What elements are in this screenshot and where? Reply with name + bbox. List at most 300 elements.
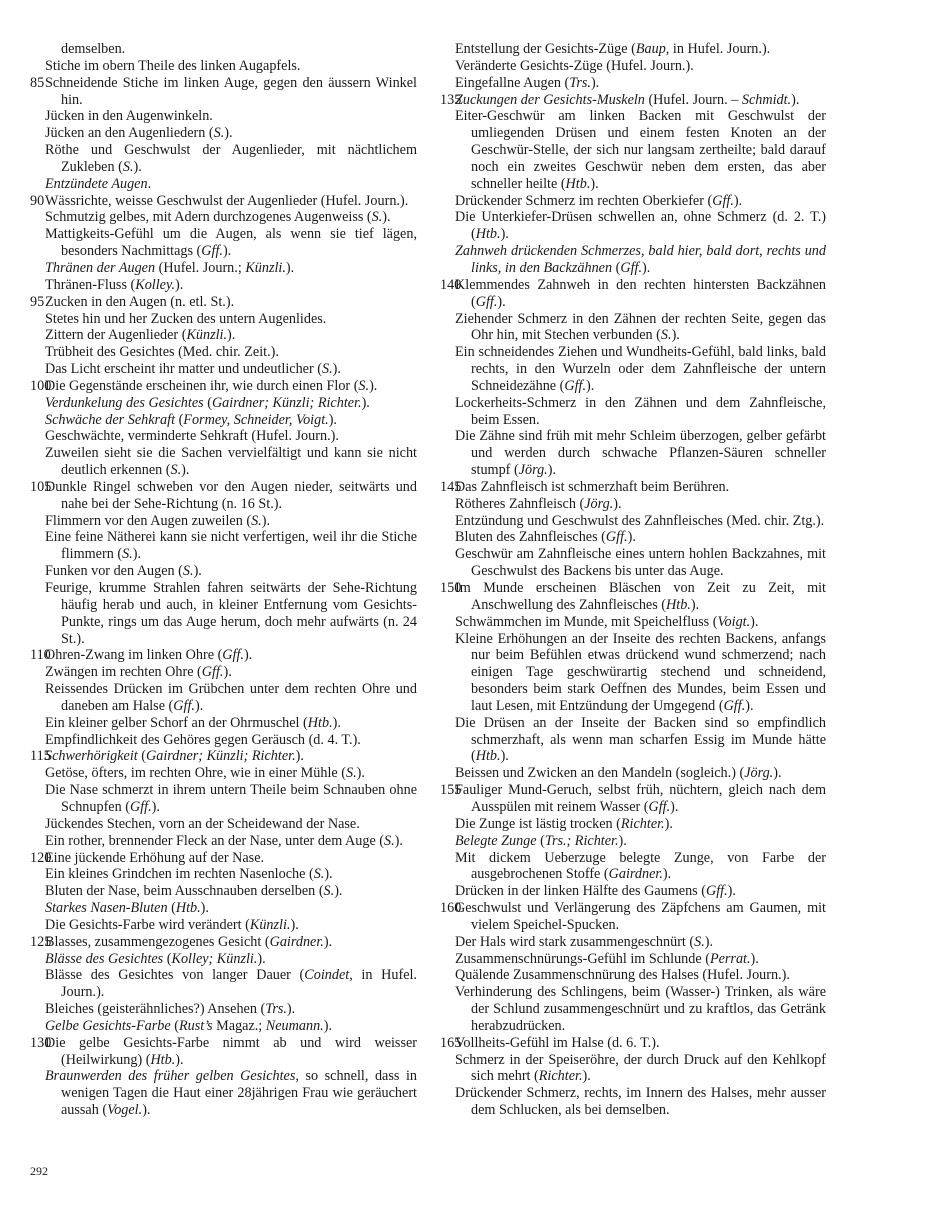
page-number: 292 xyxy=(30,1164,48,1178)
italic-text: Htb. xyxy=(175,900,201,917)
entry-text: Ein rother, brennender Fleck an der Nase, unter dem Auge ( xyxy=(45,832,385,849)
italic-text: Verdunkelung des Gesichtes xyxy=(45,394,204,411)
italic-text: S. xyxy=(660,327,672,344)
symptom-entry xyxy=(440,58,826,75)
entry-text: ( xyxy=(137,748,147,765)
italic-text: Gff. xyxy=(564,377,587,394)
entry-text: Der Hals wird stark zusammengeschnürt ( xyxy=(455,933,695,950)
italic-text: Neumann. xyxy=(265,1017,324,1034)
entry-text: ). xyxy=(727,883,736,900)
entry-text: Das Licht erscheint ihr matter und undeutlicher ( xyxy=(45,361,322,378)
italic-text: Kolley. xyxy=(135,276,176,293)
entry-text: ). xyxy=(200,900,209,917)
entry-text: Veränderte Gesichts-Züge (Hufel. Journ.). xyxy=(455,57,694,74)
entry-text: ). xyxy=(582,1068,591,1085)
italic-text: Gff. xyxy=(605,529,628,546)
symptom-entry xyxy=(440,193,826,210)
numbered-symptom-entry xyxy=(30,378,417,395)
symptom-entry xyxy=(30,344,417,361)
italic-text: Entzündete Augen xyxy=(45,175,148,192)
entry-text: ). xyxy=(132,546,141,563)
entry-text: Das Zahnfleisch ist schmerzhaft beim Berühren. xyxy=(455,478,730,495)
entry-text: demselben. xyxy=(61,41,126,57)
entry-text: Zusammenschnürungs-Gefühl im Schlunde ( xyxy=(455,950,710,967)
italic-text: Kolley; Künzli. xyxy=(171,950,258,967)
entry-number: 165 xyxy=(440,1034,462,1051)
symptom-entry xyxy=(30,445,417,479)
right-column xyxy=(440,41,826,1119)
italic-text: Jörg. xyxy=(518,462,548,479)
symptom-entry xyxy=(440,496,826,513)
symptom-entry xyxy=(440,209,826,243)
italic-text: S. xyxy=(371,209,383,226)
entry-text: ). xyxy=(627,529,636,546)
italic-text: Gff. xyxy=(723,697,746,714)
entry-text: Getöse, öfters, im rechten Ohre, wie in einer Mühle ( xyxy=(45,765,346,782)
entry-text: ). xyxy=(670,798,679,815)
italic-text: S. xyxy=(346,765,357,782)
entry-text: Geschwür am Zahnfleische eines untern hohlen Backzahnes, mit Geschwulst des Backens bis unter das Auge. xyxy=(455,546,826,580)
symptom-entry xyxy=(30,883,417,900)
entry-text: Die gelbe Gesichts-Farbe nimmt ab und wird weisser (Heilwirkung) ( xyxy=(45,1034,417,1068)
entry-text: Fauliger Mund-Geruch, selbst früh, nüchtern, gleich nach dem Ausspülen mit reinem Wasser ( xyxy=(455,782,826,815)
entry-text: (Hufel. Journ.; xyxy=(155,259,246,276)
symptom-entry xyxy=(30,311,417,328)
numbered-symptom-entry xyxy=(30,294,417,311)
symptom-entry xyxy=(30,361,417,378)
entry-number: 155 xyxy=(440,782,462,799)
italic-text: Blässe des Gesichtes xyxy=(45,950,164,967)
entry-text: Eingefallne Augen ( xyxy=(455,74,570,91)
entry-text: Stetes hin und her Zucken des untern Augenlides. xyxy=(45,310,327,327)
symptom-entry xyxy=(440,967,826,984)
italic-text: S. xyxy=(170,462,182,479)
italic-text: Schwäche der Sehkraft xyxy=(45,411,176,428)
symptom-entry xyxy=(30,900,417,917)
italic-text: Braunwerden des früher gelben Gesichtes xyxy=(45,1068,296,1085)
italic-text: S. xyxy=(122,158,134,175)
numbered-symptom-entry xyxy=(440,92,826,109)
entry-text: Schmerz in der Speiseröhre, der durch Druck auf den Kehlkopf sich mehrt ( xyxy=(455,1051,826,1085)
symptom-entry xyxy=(440,513,826,530)
entry-text: , so schnell, dass in wenigen Tagen die Haut einer 28jährigen Frau wie geräuchert aussah ( xyxy=(61,1068,417,1119)
symptom-entry xyxy=(440,108,826,192)
italic-text: Thränen der Augen xyxy=(45,259,156,276)
entry-text: Wässrichte, weisse Geschwulst der Augenlieder (Hufel. Journ.). xyxy=(45,192,409,209)
entry-text: ( xyxy=(203,394,212,411)
entry-text: Die Unterkiefer-Drüsen schwellen an, ohne Schmerz (d. 2. T.) ( xyxy=(455,209,826,243)
entry-text: ). xyxy=(194,697,204,714)
italic-text: Gff. xyxy=(173,697,195,714)
entry-text: Drückender Schmerz im rechten Oberkiefer ( xyxy=(455,192,713,209)
italic-text: Gff. xyxy=(475,293,498,310)
symptom-entry xyxy=(30,917,417,934)
entry-text: ). xyxy=(323,933,333,950)
symptom-entry xyxy=(440,344,826,395)
symptom-entry xyxy=(30,715,417,732)
italic-text: Htb. xyxy=(150,1051,176,1068)
symptom-entry xyxy=(440,883,826,900)
numbered-symptom-entry xyxy=(30,850,417,867)
numbered-symptom-entry xyxy=(440,1035,826,1052)
italic-text: S. xyxy=(694,933,705,950)
entry-text: ). xyxy=(750,613,759,630)
italic-text: Jörg. xyxy=(744,765,774,782)
symptom-entry xyxy=(30,866,417,883)
numbered-symptom-entry xyxy=(440,782,826,816)
numbered-symptom-entry xyxy=(30,1035,417,1069)
entry-text: ). xyxy=(193,563,202,580)
italic-text: Htb. xyxy=(475,226,501,243)
symptom-entry xyxy=(30,327,417,344)
entry-text: ). xyxy=(547,462,556,479)
entry-text: Flimmern vor den Augen zuweilen ( xyxy=(45,512,252,529)
numbered-symptom-entry xyxy=(30,75,417,109)
symptom-entry xyxy=(440,529,826,546)
entry-text: Trübheit des Gesichtes (Med. chir. Zeit.). xyxy=(45,344,279,361)
entry-text: Jücken an den Augenliedern ( xyxy=(45,125,214,142)
numbered-symptom-entry xyxy=(30,748,417,765)
symptom-entry xyxy=(30,209,417,226)
entry-text: Im Munde erscheinen Bläschen von Zeit zu Zeit, mit Anschwellung des Zahnfleisches ( xyxy=(455,580,826,613)
entry-number: 160 xyxy=(440,900,462,917)
numbered-symptom-entry xyxy=(30,193,417,210)
symptom-entry xyxy=(440,833,826,850)
entry-text: Rötheres Zahnfleisch ( xyxy=(455,495,585,512)
entry-text: Magaz.; xyxy=(212,1017,266,1034)
entry-text: Ziehender Schmerz in den Zähnen der rechten Seite, gegen das Ohr hin, mit Stechen verbunden ( xyxy=(455,310,826,344)
entry-text: Schwämmchen im Munde, mit Speichelfluss ( xyxy=(455,613,718,630)
italic-text: Trs. xyxy=(569,74,591,91)
symptom-entry xyxy=(440,934,826,951)
entry-text: ). xyxy=(590,175,599,192)
italic-text: Künzli. xyxy=(245,259,286,276)
italic-text: Richter. xyxy=(620,815,665,832)
entry-text: Röthe und Geschwulst der Augenlieder, mit nächtlichem Zukleben ( xyxy=(45,142,417,175)
entry-text: ). xyxy=(285,259,295,276)
symptom-entry xyxy=(440,243,826,277)
entry-text: ). xyxy=(295,748,304,765)
italic-text: Richter. xyxy=(538,1068,583,1085)
symptom-entry xyxy=(30,782,417,816)
symptom-entry xyxy=(440,816,826,833)
italic-text: Schmidt. xyxy=(741,91,792,108)
numbered-symptom-entry xyxy=(440,900,826,934)
entry-text: ). xyxy=(750,950,759,967)
entry-text: ). xyxy=(332,714,341,731)
italic-text: S. xyxy=(213,125,225,142)
entry-number: 105 xyxy=(30,478,52,495)
symptom-entry xyxy=(30,765,417,782)
entry-text: ). xyxy=(181,462,190,479)
entry-number: 100 xyxy=(30,377,52,394)
entry-text: Jückendes Stechen, vorn an der Scheidewand der Nase. xyxy=(45,815,360,832)
entry-text: ). xyxy=(500,226,509,243)
italic-text: Perrat. xyxy=(709,950,751,967)
entry-text: Stiche im obern Theile des linken Augapfels. xyxy=(45,57,301,74)
entry-text: ). xyxy=(733,192,743,209)
entry-number: 130 xyxy=(30,1034,52,1051)
symptom-entry xyxy=(30,1001,417,1018)
entry-text: Kleine Erhöhungen an der Inseite des rechten Backens, anfangs nur beim Befühlen etwas drückend wund schmerzend; nach einigen Tage geschwürartig stechend und schneidend, besonders beim stark Oeffnen des Mundes, beim Essen und laut Lesen, mit Entzündung der Umgegend ( xyxy=(455,630,826,714)
entry-text: Eiter-Geschwür am linken Backen mit Geschwulst der umliegenden Drüsen und einem festen Knoten an der Geschwür-Stelle, der sich nur langsam zertheilte; bald darauf noch ein zweites Geschwür neben dem ersten, das aber schneller heilte ( xyxy=(455,108,826,192)
italic-text: Zahnweh drückenden Schmerzes, bald hier, bald dort, rechts und links, in den Backzähnen xyxy=(455,243,826,276)
symptom-entry xyxy=(30,1018,417,1035)
italic-text: Htb. xyxy=(666,596,691,613)
italic-text: Gairdner; Künzli; Richter. xyxy=(211,394,362,411)
entry-text: ). xyxy=(323,1017,333,1034)
entry-text: Funken vor den Augen ( xyxy=(45,563,183,580)
entry-number: 140 xyxy=(440,276,462,293)
symptom-entry xyxy=(30,125,417,142)
symptom-entry xyxy=(30,176,417,193)
symptom-entry xyxy=(440,631,826,715)
entry-number: 150 xyxy=(440,580,462,596)
italic-text: S. xyxy=(321,361,333,378)
entry-text: ). xyxy=(332,361,341,378)
symptom-entry xyxy=(30,108,417,125)
italic-text: S. xyxy=(122,546,133,563)
entry-text: Die Gegenstände erscheinen ihr, wie durch einen Flor ( xyxy=(45,377,359,394)
entry-number: 125 xyxy=(30,933,52,950)
italic-text: Vogel. xyxy=(107,1102,143,1119)
entry-text: ). xyxy=(223,664,232,681)
symptom-entry xyxy=(440,75,826,92)
entry-text: ). xyxy=(257,950,266,967)
symptom-entry xyxy=(440,41,826,58)
entry-text: ). xyxy=(286,1001,296,1018)
italic-text: Starkes Nasen-Bluten xyxy=(45,900,168,917)
entry-text: Die Zähne sind früh mit mehr Schleim überzogen, gelber gefärbt und werden durch schwache Pflanzen-Säuren schneller stumpf ( xyxy=(455,428,826,479)
entry-number: 85 xyxy=(30,74,45,91)
entry-text: Entzündung und Geschwulst des Zahnfleisches (Med. chir. Ztg.). xyxy=(455,512,825,529)
entry-text: Klemmendes Zahnweh in den rechten hintersten Backzähnen ( xyxy=(455,276,826,310)
symptom-entry xyxy=(30,664,417,681)
entry-text: ). xyxy=(745,697,754,714)
symptom-entry xyxy=(440,951,826,968)
entry-text: Zwängen im rechten Ohre ( xyxy=(45,664,202,681)
entry-text: ). xyxy=(324,866,333,883)
italic-text: S. xyxy=(384,832,395,849)
entry-text: ). xyxy=(334,883,343,900)
entry-text: ). xyxy=(662,866,672,883)
entry-text: ( xyxy=(536,832,545,849)
numbered-symptom-entry xyxy=(440,479,826,496)
symptom-entry xyxy=(30,226,417,260)
symptom-entry xyxy=(440,850,826,884)
symptom-entry xyxy=(30,428,417,445)
symptom-entry xyxy=(30,967,417,1001)
italic-text: Gff. xyxy=(712,192,734,209)
entry-text: Bluten der Nase, beim Ausschnauben derselben ( xyxy=(45,883,324,900)
entry-text: Ein kleines Grindchen im rechten Nasenloche ( xyxy=(45,866,314,883)
entry-text: ). xyxy=(497,293,506,310)
entry-text: ). xyxy=(151,798,160,815)
entry-text: Reissendes Drücken im Grübchen unter dem rechten Ohre und daneben am Halse ( xyxy=(45,681,417,714)
entry-text: Eine feine Nätherei kann sie nicht verfertigen, weil ihr die Stiche flimmern ( xyxy=(45,529,417,563)
italic-text: Belegte Zunge xyxy=(455,832,537,849)
symptom-entry xyxy=(440,428,826,479)
entry-text: Geschwächte, verminderte Sehkraft (Hufel. Journ.). xyxy=(45,428,339,445)
italic-text: Gff. xyxy=(705,883,728,900)
entry-text: ). xyxy=(671,327,680,344)
entry-text: Die Gesichts-Farbe wird verändert ( xyxy=(45,916,250,933)
symptom-entry xyxy=(30,1068,417,1119)
italic-text: Formey, Schneider, Voigt. xyxy=(183,411,329,428)
entry-text: ). xyxy=(664,815,673,832)
entry-text: ). xyxy=(290,916,299,933)
italic-text: Voigt. xyxy=(717,613,751,630)
entry-text: Mattigkeits-Gefühl um die Augen, als wenn sie tief lägen, besonders Nachmittags ( xyxy=(45,226,417,260)
italic-text: Gelbe Gesichts-Farbe xyxy=(45,1017,171,1034)
entry-text: ). xyxy=(500,748,509,765)
italic-text: Zuckungen der Gesichts-Muskeln xyxy=(455,91,645,108)
symptom-entry xyxy=(440,546,826,580)
symptom-entry xyxy=(30,732,417,749)
italic-text: Baup, xyxy=(635,41,670,57)
entry-text: Blasses, zusammengezogenes Gesicht ( xyxy=(45,933,270,950)
entry-text: ). xyxy=(261,512,270,529)
entry-number: 110 xyxy=(30,647,51,664)
symptom-entry xyxy=(30,529,417,563)
entry-text: Die Drüsen an der Inseite der Backen sind so empfindlich schmerzhaft, als wenn man scharfen Essig im Munde hätte ( xyxy=(455,714,826,765)
symptom-entry xyxy=(440,395,826,429)
italic-text: Jörg. xyxy=(584,495,614,512)
entry-text: Jücken in den Augenwinkeln. xyxy=(45,108,213,125)
entry-text: Drücken in der linken Hälfte des Gaumens ( xyxy=(455,883,706,900)
italic-text: Schwerhörigkeit xyxy=(45,748,138,765)
symptom-entry xyxy=(30,833,417,850)
entry-text: Die Zunge ist lästig trocken ( xyxy=(455,815,621,832)
entry-text: Mit dickem Ueberzuge belegte Zunge, von Farbe der ausgebrochenen Stoffe ( xyxy=(455,849,826,883)
entry-text: ). xyxy=(369,377,378,394)
entry-text: ). xyxy=(175,1051,184,1068)
italic-text: S. xyxy=(251,512,262,529)
italic-text: Künzli. xyxy=(249,916,291,933)
entry-text: ( xyxy=(175,411,184,428)
entry-text: ). xyxy=(586,377,595,394)
symptom-entry xyxy=(30,142,417,176)
entry-text: ). xyxy=(224,125,233,142)
entry-text: Schmutzig gelbes, mit Adern durchzogenes Augenweiss ( xyxy=(45,209,372,226)
numbered-symptom-entry xyxy=(30,479,417,513)
entry-text: Entstellung der Gesichts-Züge ( xyxy=(455,41,636,57)
italic-text: Trs.; Richter. xyxy=(544,832,619,849)
numbered-symptom-entry xyxy=(30,647,417,664)
italic-text: Rust’s xyxy=(178,1017,213,1034)
entry-number: 145 xyxy=(440,478,462,495)
symptom-entry xyxy=(30,816,417,833)
symptom-entry xyxy=(440,765,826,782)
entry-text: in Hufel. Journ.). xyxy=(669,41,771,57)
italic-text: Gairdner; Künzli; Richter. xyxy=(146,748,296,765)
entry-text: ). xyxy=(618,832,627,849)
entry-text: ). xyxy=(791,91,800,108)
symptom-entry xyxy=(30,951,417,968)
entry-text: Lockerheits-Schmerz in den Zähnen und dem Zahnfleische, beim Essen. xyxy=(455,394,826,428)
italic-text: Coindet, xyxy=(304,967,353,984)
symptom-entry xyxy=(30,580,417,647)
italic-text: S. xyxy=(358,377,370,394)
italic-text: Htb. xyxy=(475,748,501,765)
entry-text: Beissen und Zwicken an den Mandeln (sogleich.) ( xyxy=(455,765,745,782)
entry-number: 115 xyxy=(30,748,51,765)
entry-text: Zittern der Augenlieder ( xyxy=(45,327,187,344)
symptom-entry xyxy=(440,311,826,345)
entry-text: ). xyxy=(133,158,142,175)
italic-text: Trs. xyxy=(265,1001,287,1018)
entry-text: Quälende Zusammenschnürung des Halses (Hufel. Journ.). xyxy=(455,967,790,984)
entry-text: ). xyxy=(175,276,184,293)
entry-text: Zuweilen sieht sie die Sachen vervielfältigt und kann sie nicht deutlich erkennen ( xyxy=(45,445,417,479)
symptom-entry xyxy=(30,277,417,294)
entry-text: ( xyxy=(170,1017,179,1034)
entry-text: . xyxy=(147,175,152,192)
symptom-entry xyxy=(30,412,417,429)
italic-text: Gff. xyxy=(648,798,671,815)
symptom-entry xyxy=(440,984,826,1035)
entry-text: ). xyxy=(222,243,232,260)
entry-text: ). xyxy=(227,327,236,344)
entry-text: ). xyxy=(361,394,370,411)
entry-text: Die Nase schmerzt in ihrem untern Theile beim Schnauben ohne Schnupfen ( xyxy=(45,782,417,815)
entry-text: ( xyxy=(612,259,621,276)
entry-text: ). xyxy=(243,647,253,664)
italic-text: Künzli. xyxy=(186,327,228,344)
entry-text: Dunkle Ringel schweben vor den Augen nieder, seitwärts und nahe bei der Sehe-Richtung (n. 16 St.). xyxy=(45,478,417,512)
entry-text: ). xyxy=(590,74,600,91)
entry-text: (Hufel. Journ. – xyxy=(644,91,742,108)
entry-text: ). xyxy=(142,1102,151,1119)
entry-text: Ein kleiner gelber Schorf an der Ohrmuschel ( xyxy=(45,714,308,731)
italic-text: S. xyxy=(313,866,325,883)
entry-text: ). xyxy=(690,596,700,613)
entry-text: Geschwulst und Verlängerung des Zäpfchens am Gaumen, mit vielem Speichel-Spucken. xyxy=(455,900,826,933)
entry-text: Zucken in den Augen (n. etl. St.). xyxy=(45,293,235,310)
italic-text: Gff. xyxy=(222,647,244,664)
italic-text: Gff. xyxy=(201,664,224,681)
entry-text: ). xyxy=(704,933,714,950)
entry-text: Feurige, krumme Strahlen fahren seitwärts der Sehe-Richtung häufig herab und auch, in kleiner Entfernung vom Gesichts-Punkte, rings um das Auge herum, doch mehr aufwärts (n. 24 St.). xyxy=(45,580,417,647)
symptom-entry xyxy=(30,58,417,75)
entry-text: ). xyxy=(356,765,365,782)
entry-number: 120 xyxy=(30,849,52,866)
italic-text: Gff. xyxy=(201,243,223,260)
entry-text: Schneidende Stiche im linken Auge, gegen den äussern Winkel hin. xyxy=(45,74,417,108)
italic-text: Htb. xyxy=(565,175,591,192)
entry-text: Bleiches (geisterähnliches?) Ansehen ( xyxy=(45,1001,266,1018)
entry-text: ). xyxy=(328,411,337,428)
entry-text: ). xyxy=(773,765,782,782)
entry-number: 90 xyxy=(30,192,45,209)
entry-text: Thränen-Fluss ( xyxy=(45,276,136,293)
italic-text: Gairdner. xyxy=(608,866,663,883)
italic-text: Gairdner. xyxy=(269,933,324,950)
italic-text: S. xyxy=(323,883,335,900)
entry-text: ). xyxy=(642,259,651,276)
symptom-entry xyxy=(30,260,417,277)
entry-text: in Hufel. Journ.). xyxy=(61,967,417,1001)
entry-text: ). xyxy=(394,832,403,849)
numbered-symptom-entry xyxy=(440,277,826,311)
entry-text: Empfindlichkeit des Gehöres gegen Geräusch (d. 4. T.). xyxy=(45,731,361,748)
symptom-entry xyxy=(30,513,417,530)
entry-text: Bluten des Zahnfleisches ( xyxy=(455,529,606,546)
entry-text: Ein schneidendes Ziehen und Wundheits-Gefühl, bald links, bald rechts, in den Wurzeln oder dem Zahnfleische der untern Schneidezähne ( xyxy=(455,344,826,394)
symptom-entry xyxy=(30,395,417,412)
entry-text: Blässe des Gesichtes von langer Dauer ( xyxy=(45,967,305,984)
entry-text: Vollheits-Gefühl im Halse (d. 6. T.). xyxy=(455,1034,660,1051)
